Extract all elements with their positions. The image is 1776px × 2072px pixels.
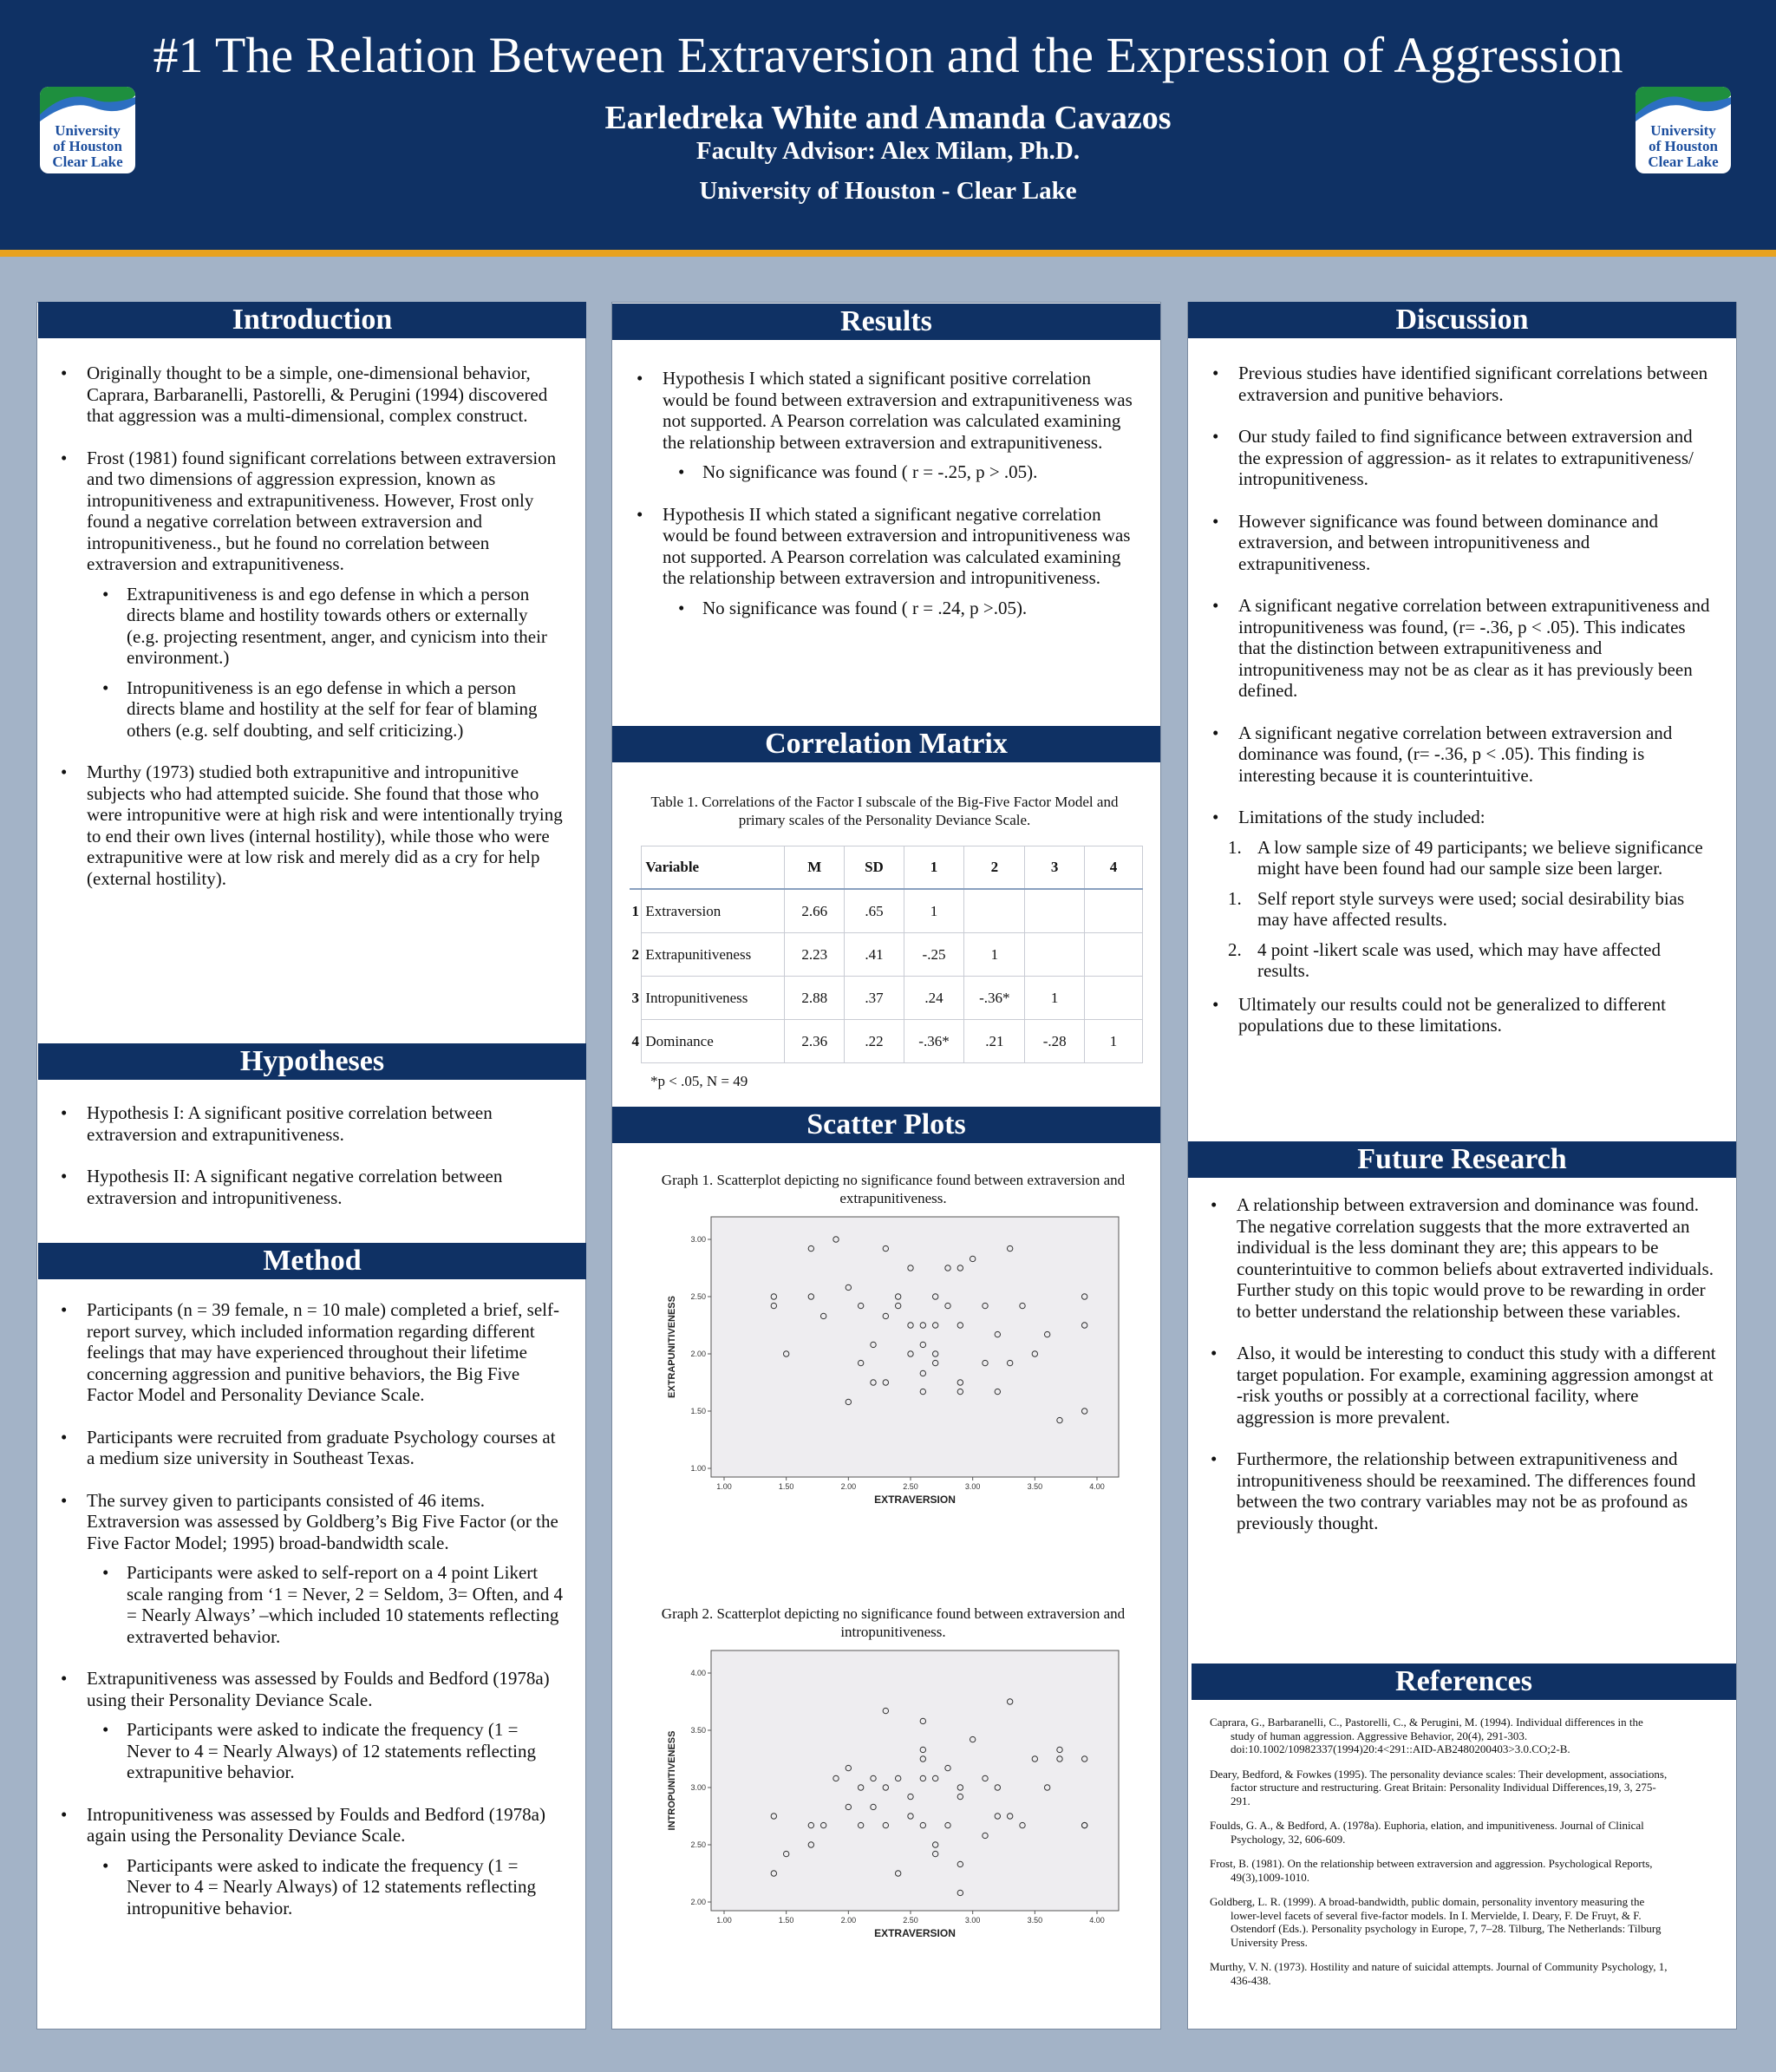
y-tick-label: 3.00 — [690, 1783, 706, 1792]
reference-item: Foulds, G. A., & Bedford, A. (1978a). Euphoria, elation, and impunitiveness. Journal of Clinical Psychology, 32, 606-609. — [1210, 1819, 1644, 1846]
discussion-point: • Ultimately our results could not be generalized to different populations due to these limitations. — [1207, 994, 1715, 1036]
method-subpoint: • Participants were asked to indicate the frequency (1 = Never to 4 = Nearly Always) of 12 statements reflecting extrapunitive behavior. — [56, 1719, 564, 1783]
x-tick-label: 1.00 — [716, 1482, 732, 1491]
table-cell: 2.66 — [785, 889, 845, 933]
limitation-item — [1207, 837, 1715, 879]
introduction-point-text: Frost (1981) found significant correlations between extraversion and two dimensions of aggression expression, known as intropunitiveness and extrapunitiveness. However, Frost only found a negative correlation between extraversion and intropunitiveness., but he found no correlation between extraversion and extrapunitiveness. — [87, 447, 557, 574]
method-point-text: Intropunitiveness was assessed by Foulds and Bedford (1978a) again using the Personality Deviance Scale. — [87, 1803, 545, 1846]
header-stripe — [0, 250, 1776, 257]
y-tick-label: 3.50 — [690, 1726, 706, 1735]
correlation-heading: Correlation Matrix — [612, 726, 1160, 762]
table-cell: 2.36 — [785, 1020, 845, 1063]
y-axis-label: INTROPUNITIVENESS — [667, 1730, 677, 1831]
discussion-point: • However significance was found between dominance and extraversion, and between intropunitiveness and extrapunitiveness. — [1207, 511, 1715, 575]
results-point-text: Hypothesis II which stated a significant negative correlation would be found between extraversion and intropunitiveness was not supported. A Pearson correlation was calculated examining the relationship between extraversion and intropunitiveness. — [663, 503, 1131, 588]
discussion-body — [1207, 363, 1715, 1057]
poster-advisor: Faculty Advisor: Alex Milam, Ph.D. — [695, 137, 1081, 165]
table-cell: -.28 — [1025, 1020, 1085, 1063]
introduction-body — [56, 363, 564, 910]
plot-area — [711, 1217, 1119, 1477]
y-tick-label: 1.00 — [690, 1464, 706, 1473]
future-heading: Future Research — [1188, 1141, 1736, 1178]
table-cell — [1025, 889, 1085, 933]
discussion-point: • Our study failed to find significance between extraversion and the expression of aggression- as it relates to extrapunitiveness/ intropunitiveness. — [1207, 426, 1715, 490]
table-header-cell: 4 — [1085, 846, 1143, 890]
table-header-cell: Variable — [642, 846, 785, 890]
table-cell — [1085, 977, 1143, 1020]
table-cell: .65 — [845, 889, 904, 933]
logo-wave-icon — [40, 87, 135, 121]
scatter-caption-1: Graph 1. Scatterplot depicting no significance found between extraversion and extrapunitiveness. — [661, 1172, 1126, 1206]
x-axis-label: EXTRAVERSION — [874, 1494, 956, 1506]
x-tick-label: 4.00 — [1089, 1916, 1105, 1925]
references-list — [1210, 1716, 1669, 1998]
hypothesis-item: • Hypothesis II: A significant negative correlation between extraversion and intropunitiveness. — [56, 1166, 564, 1208]
university-logo-right — [1636, 87, 1731, 173]
table-cell: .22 — [845, 1020, 904, 1063]
introduction-subpoint: • Intropunitiveness is an ego defense in which a person directs blame and hostility at the self for fear of blaming others (e.g. self doubting, and self criticizing.) — [56, 677, 564, 742]
discussion-point: • A significant negative correlation between extrapunitiveness and intropunitiveness was found, (r= -.36, p < .05). This indicates that the distinction between extrapunitiveness and intropunitiveness may not be as clear as it has previously been defined. — [1207, 595, 1715, 702]
table-cell: 1 — [1085, 1020, 1143, 1063]
poster-title: #1 The Relation Between Extraversion and the Expression of Aggression — [153, 27, 1623, 83]
table-cell: 3 — [631, 989, 639, 1006]
x-tick-label: 2.50 — [903, 1482, 918, 1491]
x-tick-label: 3.50 — [1027, 1916, 1043, 1925]
correlation-note: *p < .05, N = 49 — [650, 1073, 748, 1089]
method-point — [56, 1804, 564, 1919]
x-tick-label: 3.00 — [964, 1916, 981, 1925]
results-point — [631, 368, 1139, 483]
limitation-number: 1. — [1228, 887, 1242, 909]
table-cell: Dominance — [642, 1020, 785, 1063]
x-tick-label: 1.50 — [778, 1482, 794, 1491]
table-cell — [1025, 933, 1085, 977]
introduction-point: • Originally thought to be a simple, one-dimensional behavior, Caprara, Barbaranelli, Pastorelli, & Perugini (1994) discovered that aggression was a multi-dimensional, complex construct. — [56, 363, 564, 427]
logo-line: Clear Lake — [1648, 154, 1719, 170]
method-subpoint: • Participants were asked to indicate the frequency (1 = Never to 4 = Nearly Always) of 12 statements reflecting intropunitive behavior. — [56, 1855, 564, 1919]
x-tick-label: 2.50 — [903, 1916, 918, 1925]
table-cell: 2.88 — [785, 977, 845, 1020]
table-cell: .37 — [845, 977, 904, 1020]
logo-line: of Houston — [1649, 138, 1718, 154]
table-cell: 4 — [631, 1032, 639, 1049]
reference-item: Frost, B. (1981). On the relationship between extraversion and aggression. Psychological Reports, 49(3),1009-1010. — [1210, 1857, 1653, 1884]
table-cell: Extraversion — [642, 889, 785, 933]
results-subpoint: • No significance was found ( r = .24, p >.05). — [631, 598, 1139, 619]
table-cell: Extrapunitiveness — [642, 933, 785, 977]
logo-line: of Houston — [53, 138, 122, 154]
results-point — [631, 504, 1139, 619]
scatter-heading: Scatter Plots — [612, 1107, 1160, 1143]
table-cell — [630, 846, 642, 890]
limitation-item — [1207, 939, 1715, 982]
y-axis-label: EXTRAPUNITIVENESS — [667, 1296, 677, 1398]
introduction-point — [56, 448, 564, 742]
introduction-subpoint: • Extrapunitiveness is and ego defense in which a person directs blame and hostility towards others or externally (e.g. projecting resentment, anger, and cynicism into their environment.) — [56, 584, 564, 669]
scatterplot-extrapunitiveness — [642, 1210, 1136, 1548]
method-heading: Method — [38, 1243, 586, 1279]
table-row — [630, 1020, 1143, 1063]
discussion-point: • A significant negative correlation between extraversion and dominance was found, (r= -.36, p < .05). This finding is interesting because it is counterintuitive. — [1207, 722, 1715, 787]
method-point — [56, 1490, 564, 1648]
results-subpoint: • No significance was found ( r = -.25, p > .05). — [631, 461, 1139, 483]
table-cell — [1085, 933, 1143, 977]
poster-university: University of Houston - Clear Lake — [699, 177, 1077, 205]
hypotheses-heading: Hypotheses — [38, 1043, 586, 1080]
table-header-row — [630, 846, 1143, 890]
future-point: • A relationship between extraversion and dominance was found. The negative correlation suggests that the more extraverted an individual is the less dominant they are; this appears to be counterintuitive to common beliefs about extraverted individuals. Further study on this topic would prove to be rewarding in order to better understand the relationship between these variables. — [1205, 1194, 1717, 1322]
limitation-item — [1207, 888, 1715, 931]
y-tick-label: 1.50 — [690, 1407, 706, 1415]
table-cell — [1085, 889, 1143, 933]
future-body — [1205, 1194, 1717, 1554]
x-tick-label: 4.00 — [1089, 1482, 1105, 1491]
logo-line: University — [1650, 122, 1716, 139]
table-row — [630, 977, 1143, 1020]
x-tick-label: 3.50 — [1027, 1482, 1043, 1491]
y-tick-label: 2.50 — [690, 1840, 706, 1849]
method-point: • Participants were recruited from graduate Psychology courses at a medium size university in Southeast Texas. — [56, 1427, 564, 1469]
table-row — [630, 889, 1143, 933]
table-cell: 1 — [1025, 977, 1085, 1020]
results-point-text: Hypothesis I which stated a significant positive correlation would be found between extraversion and extrapunitiveness was not supported. A Pearson correlation was calculated examining the relationship between extraversion and extrapunitiveness. — [663, 368, 1133, 453]
discussion-heading: Discussion — [1188, 302, 1736, 338]
limitation-text: Self report style surveys were used; social desirability bias may have affected results. — [1257, 887, 1685, 930]
future-point: • Also, it would be interesting to conduct this study with a different target population. For example, examining aggression amongst at -risk youths or possibly at a correctional facility, where aggression is more prevalent. — [1205, 1343, 1717, 1428]
x-tick-label: 2.00 — [840, 1916, 857, 1925]
table-cell: 2 — [631, 945, 639, 963]
discussion-point-text: Limitations of the study included: — [1238, 807, 1485, 827]
poster-authors: Earledreka White and Amanda Cavazos — [604, 100, 1172, 136]
table-cell: Intropunitiveness — [642, 977, 785, 1020]
table-cell: .24 — [904, 977, 964, 1020]
table-cell: 1 — [631, 902, 639, 919]
method-body — [56, 1299, 564, 1939]
logo-line: University — [55, 122, 121, 139]
y-tick-label: 2.00 — [690, 1898, 706, 1906]
introduction-heading: Introduction — [38, 302, 586, 338]
x-tick-label: 1.00 — [716, 1916, 732, 1925]
table-cell — [964, 889, 1025, 933]
table-header-cell: 1 — [904, 846, 964, 890]
future-point: • Furthermore, the relationship between extrapunitiveness and intropunitiveness should be reexamined. The differences found between the two contrary variables may not be as profound as previously thought. — [1205, 1448, 1717, 1533]
hypotheses-body — [56, 1102, 564, 1229]
logo-wave-icon — [1636, 87, 1731, 121]
y-tick-label: 2.50 — [690, 1292, 706, 1301]
method-point: • Participants (n = 39 female, n = 10 male) completed a brief, self-report survey, which included information regarding different feelings that may have experienced throughout their lifetime concerning aggression and punitive behaviors, the Big Five Factor Model and Personality Deviance Scale. — [56, 1299, 564, 1406]
y-tick-label: 4.00 — [690, 1669, 706, 1677]
table-header-cell: 2 — [964, 846, 1025, 890]
limitation-text: 4 point -likert scale was used, which may have affected results. — [1257, 938, 1661, 981]
table-row — [630, 933, 1143, 977]
table-cell: -.36* — [964, 977, 1025, 1020]
method-subpoint: • Participants were asked to self-report on a 4 point Likert scale ranging from ‘1 = Never, 2 = Seldom, 3= Often, and 4 = Nearly Always’ –which included 10 statements reflecting extraverted behavior. — [56, 1562, 564, 1647]
introduction-point: • Murthy (1973) studied both extrapunitive and intropunitive subjects who had attempted suicide. She found that those who were intropunitive were at high risk and were intentionally trying to end their own lives (internal hostility), while those who were extrapunitive were at low risk and merely did as a cry for help (external hostility). — [56, 761, 564, 889]
table-cell: 1 — [904, 889, 964, 933]
reference-item: Murthy, V. N. (1973). Hostility and nature of suicidal attempts. Journal of Community Psychology, 1, 436-438. — [1210, 1960, 1668, 1987]
university-logo-left — [40, 87, 135, 173]
reference-item: Deary, Bedford, & Fowkes (1995). The personality deviance scales: Their development, associations, factor structure and restructuring. Great Britain: Personality Individual Differences,19, 3, 275-291. — [1210, 1767, 1668, 1807]
correlation-caption: Table 1. Correlations of the Factor I subscale of the Big-Five Factor Model and primary scales of the Personality Deviance Scale. — [650, 794, 1119, 828]
references-heading: References — [1192, 1663, 1736, 1700]
method-point — [56, 1668, 564, 1783]
method-point-text: Extrapunitiveness was assessed by Foulds and Bedford (1978a) using their Personality Deviance Scale. — [87, 1668, 550, 1710]
x-tick-label: 1.50 — [778, 1916, 794, 1925]
scatterplot-intropunitiveness — [642, 1644, 1136, 1982]
limitation-text: A low sample size of 49 participants; we believe significance might have been found had our sample size been larger. — [1257, 836, 1703, 879]
reference-item: Caprara, G., Barbaranelli, C., Pastorelli, C., & Perugini, M. (1994). Individual differences in the study of human aggression. Aggressive Behavior, 20(4), 291-303. doi:10.1002/10982337(1994)20:4<291::AID-AB2480200403>3.0.CO;2-B. — [1210, 1716, 1643, 1755]
table-cell: 1 — [964, 933, 1025, 977]
results-body — [631, 368, 1139, 639]
correlation-table — [630, 846, 1143, 1063]
x-tick-label: 3.00 — [964, 1482, 981, 1491]
x-axis-label: EXTRAVERSION — [874, 1927, 956, 1939]
table-cell: .41 — [845, 933, 904, 977]
limitation-number: 1. — [1228, 836, 1242, 858]
method-point-text: The survey given to participants consisted of 46 items. Extraversion was assessed by Goldberg’s Big Five Factor (or the Five Factor Model; 1995) broad-bandwidth scale. — [87, 1489, 558, 1553]
logo-line: Clear Lake — [52, 154, 123, 170]
results-heading: Results — [612, 304, 1160, 340]
table-cell: -.36* — [904, 1020, 964, 1063]
discussion-point — [1207, 807, 1715, 982]
x-tick-label: 2.00 — [840, 1482, 857, 1491]
hypothesis-item: • Hypothesis I: A significant positive correlation between extraversion and extrapunitiveness. — [56, 1102, 564, 1145]
scatter-caption-2: Graph 2. Scatterplot depicting no significance found between extraversion and intropunitiveness. — [661, 1605, 1126, 1640]
discussion-point: • Previous studies have identified significant correlations between extraversion and punitive behaviors. — [1207, 363, 1715, 405]
table-cell: -.25 — [904, 933, 964, 977]
table-header-cell: M — [785, 846, 845, 890]
table-cell: .21 — [964, 1020, 1025, 1063]
table-header-cell: 3 — [1025, 846, 1085, 890]
table-cell: 2.23 — [785, 933, 845, 977]
table-header-cell: SD — [845, 846, 904, 890]
y-tick-label: 2.00 — [690, 1350, 706, 1358]
limitation-number: 2. — [1228, 938, 1242, 960]
y-tick-label: 3.00 — [690, 1235, 706, 1244]
reference-item: Goldberg, L. R. (1999). A broad-bandwidth, public domain, personality inventory measuring the lower-level facets of several five-factor models. In I. Mervielde, I. Deary, F. De Fruyt, & F. Ostendorf (Eds.). Personality psychology in Europe, 7, 7–28. Tilburg, The Netherlands: Tilburg University Press. — [1210, 1895, 1662, 1949]
